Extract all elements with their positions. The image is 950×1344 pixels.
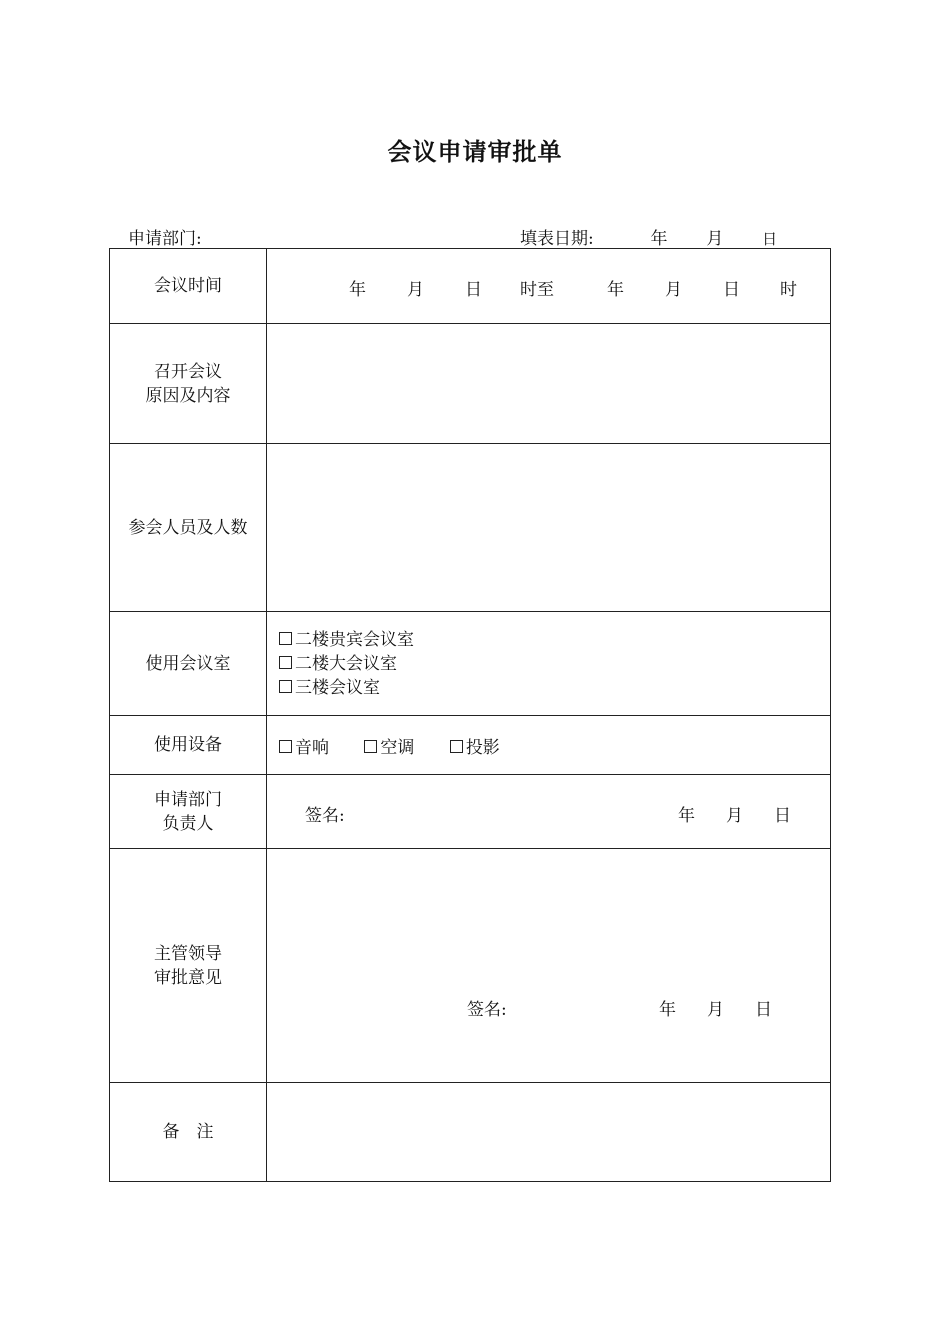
row-leader-approval [110,849,831,1083]
checkbox-icon[interactable] [279,740,292,753]
dept-head-label-line2: 负责人 [162,813,214,834]
fill-date-label: 填表日期: [520,229,594,249]
room-options [267,612,831,716]
reason-label [110,324,267,444]
leader-month: 月 [707,1000,724,1020]
attendees-field[interactable] [267,444,831,612]
equipment-option-label: 投影 [465,737,500,758]
dept-head-year: 年 [678,806,695,826]
fill-date-year: 年 [650,229,668,249]
dept-head-label [110,775,267,849]
fill-date-day: 日 [762,230,778,248]
applicant-dept-field[interactable] [128,224,202,249]
equipment-option-audio[interactable] [279,733,329,758]
meeting-time-field[interactable] [267,249,831,324]
fill-date-field[interactable] [520,224,777,249]
row-equipment [110,716,831,775]
room-option-label: 二楼贵宾会议室 [295,629,414,650]
approval-form-table [109,248,831,1182]
remarks-label: 备 注 [110,1083,267,1182]
row-dept-head [110,775,831,849]
time-from-month: 月 [407,280,424,300]
leader-label-line2: 审批意见 [154,967,222,988]
row-room [110,612,831,716]
dept-head-signature-field[interactable] [267,775,831,849]
equipment-options [267,716,831,775]
leader-year: 年 [659,1000,676,1020]
leader-approval-label [110,849,267,1083]
attendees-label: 参会人员及人数 [110,444,267,612]
row-remarks [110,1083,831,1182]
time-from-year: 年 [349,280,366,300]
dept-head-label-line1: 申请部门 [154,789,222,810]
checkbox-icon[interactable] [364,740,377,753]
equipment-option-ac[interactable] [364,733,414,758]
time-to-day: 日 [723,280,740,300]
leader-day: 日 [755,1000,772,1020]
room-option-large[interactable] [279,652,830,676]
leader-approval-field[interactable] [267,849,831,1083]
dept-head-sign-label: 签名: [305,806,345,826]
room-label: 使用会议室 [110,612,267,716]
applicant-dept-label: 申请部门: [128,229,202,249]
time-to-hour: 时 [780,280,797,300]
dept-head-month: 月 [726,806,743,826]
meeting-time-label: 会议时间 [110,249,267,324]
row-attendees [110,444,831,612]
form-title: 会议申请审批单 [387,137,563,166]
time-to-year: 年 [607,280,624,300]
equipment-option-label: 空调 [380,737,415,758]
fill-date-month: 月 [706,229,724,249]
reason-label-line1: 召开会议 [154,361,222,382]
equipment-label: 使用设备 [110,716,267,775]
room-option-label: 三楼会议室 [295,677,380,698]
equipment-option-label: 音响 [295,737,329,758]
checkbox-icon[interactable] [450,740,463,753]
equipment-option-projector[interactable] [450,733,500,758]
reason-label-line2: 原因及内容 [145,385,231,406]
leader-sign-label: 签名: [467,1000,507,1020]
time-hour-to: 时至 [520,280,554,300]
time-from-day: 日 [465,280,482,300]
reason-field[interactable] [267,324,831,444]
row-reason [110,324,831,444]
room-option-vip[interactable] [279,628,830,652]
leader-label-line1: 主管领导 [154,943,222,964]
checkbox-icon[interactable] [279,656,292,669]
row-meeting-time [110,249,831,324]
checkbox-icon[interactable] [279,680,292,693]
checkbox-icon[interactable] [279,632,292,645]
room-option-third-floor[interactable] [279,676,830,700]
remarks-field[interactable] [267,1083,831,1182]
room-option-label: 二楼大会议室 [295,653,397,674]
dept-head-day: 日 [774,806,791,826]
time-to-month: 月 [665,280,682,300]
